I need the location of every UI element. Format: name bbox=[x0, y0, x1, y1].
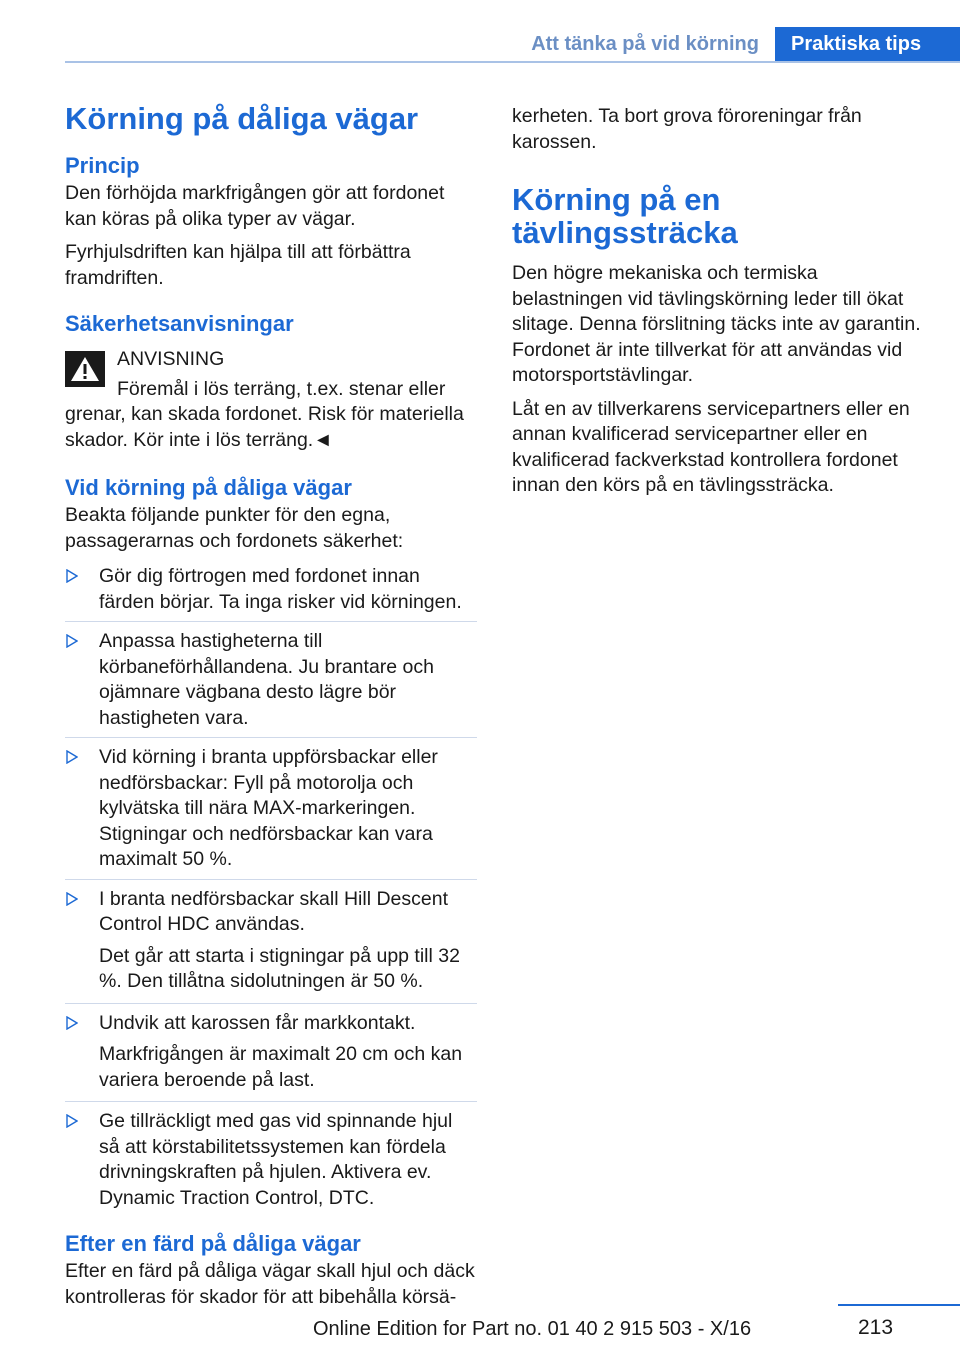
notice-box bbox=[65, 347, 477, 453]
list-item-text: Gör dig förtrogen med fordonet innan färden börjar. Ta inga risker vid körningen. bbox=[99, 565, 462, 613]
edition-text: Online Edition for Part no. 01 40 2 915 503 - X/16 bbox=[313, 1318, 752, 1340]
list-item bbox=[65, 887, 477, 1004]
triangle-right-outline-icon bbox=[66, 1016, 78, 1030]
list-item-text: Undvik att karossen får markkontakt. bbox=[99, 1011, 416, 1034]
header-section-tab[interactable]: Att tänka på vid körning bbox=[515, 27, 775, 61]
safety-heading: Säkerhetsanvisningar bbox=[65, 311, 294, 336]
list-item-subtext: Det går att starta i stigningar på upp till 32 %. Den tillåtna sidolutningen är 50 %. bbox=[99, 944, 460, 992]
principle-paragraph-2: Fyrhjulsdriften kan hjälpa till att förbättra framdriften. bbox=[65, 241, 411, 289]
rough-roads-intro: Beakta följande punkter för den egna, passagerarnas och fordonets säkerhet: bbox=[65, 504, 404, 552]
header-divider bbox=[65, 61, 960, 63]
list-item-text: Anpassa hastigheterna till körbaneförhållandena. Ju brantare och ojämnare vägbana desto lägre bör hastigheten vara. bbox=[99, 630, 434, 729]
track-title: Körning på en tävlingssträcka bbox=[512, 182, 738, 250]
continuation-paragraph: kerheten. Ta bort grova föroreningar från karossen. bbox=[512, 105, 862, 153]
left-column bbox=[65, 98, 477, 1318]
list-item-text: Ge tillräckligt med gas vid spinnande hjul så att körstabilitetssystemen kan fördela drivningskraften på hjulen. Aktivera ev. Dynamic Traction Control, DTC. bbox=[99, 1110, 453, 1209]
page-title: Körning på dåliga vägar bbox=[65, 101, 419, 136]
notice-body: Föremål i lös terräng, t.ex. stenar eller grenar, kan skada fordonet. Risk för materiella skador. Kör inte i lös terräng.◄ bbox=[65, 377, 464, 451]
warning-triangle-icon bbox=[65, 351, 105, 387]
triangle-right-outline-icon bbox=[66, 750, 78, 764]
footer-divider bbox=[838, 1304, 960, 1306]
principle-heading: Princip bbox=[65, 153, 140, 178]
rough-roads-list bbox=[65, 564, 477, 1217]
list-item-text: Vid körning i branta uppförsbackar eller nedförsbackar: Fyll på motorolja och kylvätska till nära MAX-markeringen. Stigningar och nedförsbackar kan vara maximalt 50 %. bbox=[99, 746, 438, 870]
page-number: 213 bbox=[858, 1316, 894, 1339]
right-column bbox=[512, 98, 927, 507]
principle-paragraph-1: Den förhöjda markfrigången gör att fordonet kan köras på olika typer av vägar. bbox=[65, 182, 445, 230]
header-tabs bbox=[515, 27, 960, 61]
rough-roads-heading: Vid körning på dåliga vägar bbox=[65, 475, 352, 500]
track-paragraph-2: Låt en av tillverkarens servicepartners eller en annan kvalificerad servicepartner eller en kvalificerad fackverkstad kontrollera fordonet innan den körs på en tävlingssträcka. bbox=[512, 397, 910, 496]
header-chapter-tab[interactable]: Praktiska tips bbox=[775, 27, 960, 61]
track-paragraph-1: Den högre mekaniska och termiska belastningen vid tävlingskörning leder till ökat slitage. Denna förslitning täcks inte av garantin. Fordonet är inte tillverkat för att användas vid motorsportstävlingar. bbox=[512, 262, 921, 386]
list-item bbox=[65, 1109, 477, 1217]
triangle-right-outline-icon bbox=[66, 1114, 78, 1128]
list-item bbox=[65, 1011, 477, 1103]
list-item bbox=[65, 564, 477, 622]
notice-title: ANVISNING bbox=[117, 348, 225, 370]
triangle-right-outline-icon bbox=[66, 569, 78, 583]
triangle-right-outline-icon bbox=[66, 892, 78, 906]
after-rough-roads-paragraph: Efter en färd på dåliga vägar skall hjul och däck kontrolleras för skador för att bibehålla körsä- bbox=[65, 1260, 475, 1308]
list-item-subtext: Markfrigången är maximalt 20 cm och kan variera beroende på last. bbox=[99, 1043, 463, 1091]
list-item-text: I branta nedförsbackar skall Hill Descent Control HDC användas. bbox=[99, 887, 448, 935]
after-rough-roads-heading: Efter en färd på dåliga vägar bbox=[65, 1231, 361, 1256]
list-item bbox=[65, 629, 477, 738]
list-item bbox=[65, 745, 477, 880]
triangle-right-outline-icon bbox=[66, 634, 78, 648]
